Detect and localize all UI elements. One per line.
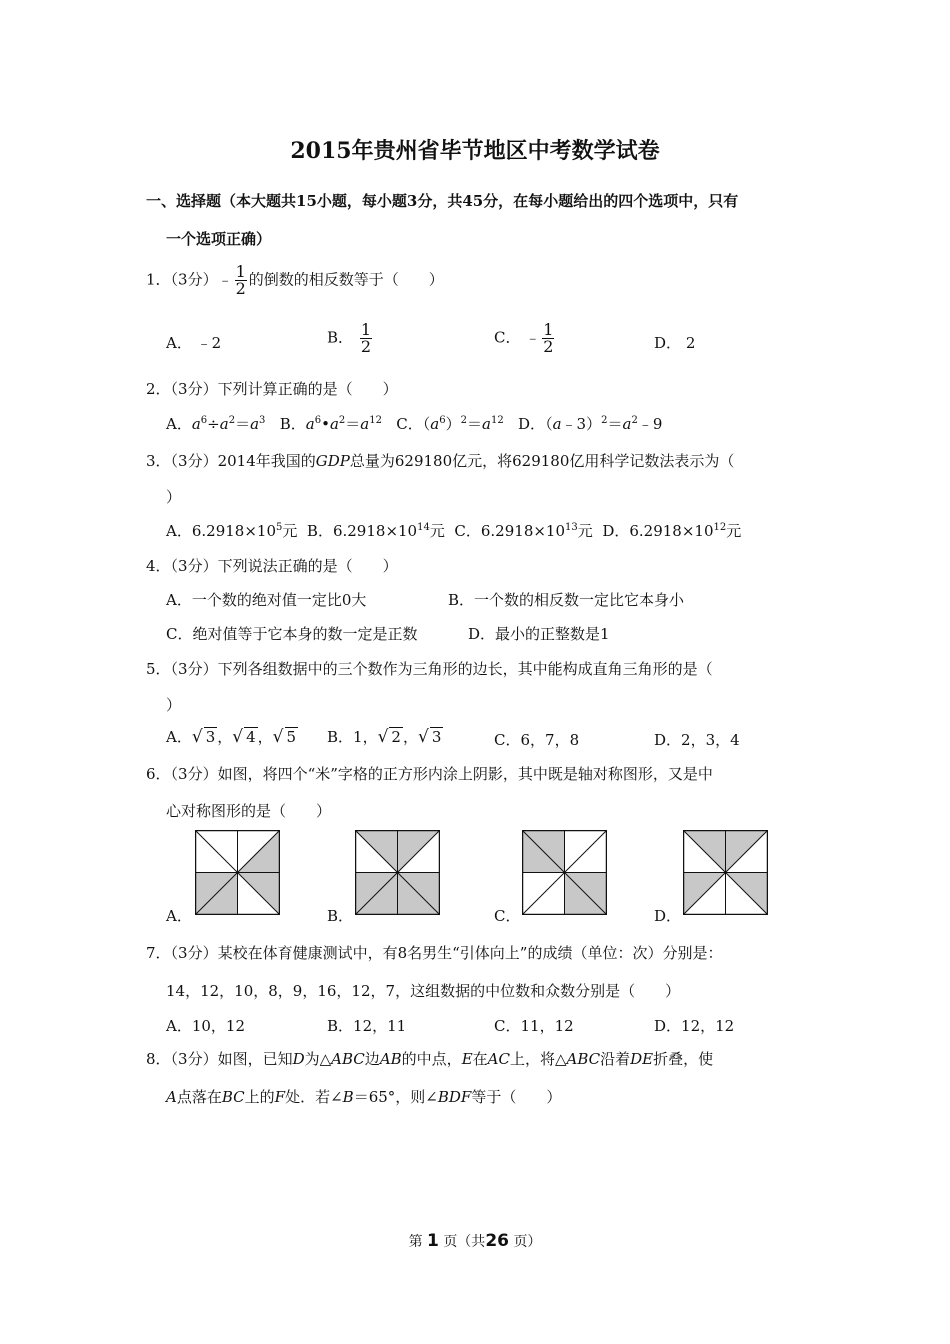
q6-option-c-label[interactable]: C． <box>494 907 521 925</box>
option-label: D． <box>654 334 682 352</box>
section-heading-cont: 一个选项正确） <box>166 230 272 248</box>
fraction <box>360 322 372 355</box>
option-label: C． <box>396 415 423 433</box>
option-label: B． <box>279 415 306 433</box>
option-value: ﹣2 <box>196 334 222 352</box>
question-3-cont: ） <box>166 488 182 506</box>
option-value: 2 <box>685 334 696 352</box>
q7-option-d[interactable]: D．12，12 <box>654 1017 735 1035</box>
q6-figure-b[interactable] <box>355 830 440 915</box>
question-text: 的倒数的相反数等于（ ） <box>248 270 444 289</box>
question-3: 3．（3分）2014年我国的GDP总量为629180亿元，将629180亿用科学记数法表示为（ <box>146 452 735 470</box>
question-text: （3分）如图，将四个“米”字格的正方形内涂上阴影，其中既是轴对称图形，又是中 <box>170 765 713 783</box>
minus-sign: ﹣ <box>217 270 233 289</box>
page-title: 2015年贵州省毕节地区中考数学试卷 <box>290 138 660 164</box>
q1-option-a[interactable] <box>166 332 221 353</box>
fraction-numerator: 1 <box>235 262 246 281</box>
question-6-cont: 心对称图形的是（ ） <box>166 802 332 820</box>
q7-option-b[interactable]: B．12，11 <box>327 1017 407 1035</box>
page-number: 1 <box>427 1231 439 1251</box>
page-footer: 第 1 页（共26 页） <box>408 1231 542 1251</box>
q7-option-a[interactable]: A．10，12 <box>166 1017 246 1035</box>
page-total: 26 <box>485 1231 509 1251</box>
fraction <box>235 264 247 297</box>
question-number: 7． <box>146 944 171 962</box>
q4-option-b[interactable]: B．一个数的相反数一定比它本身小 <box>448 591 685 609</box>
question-text: （3分）下列说法正确的是（ ） <box>170 557 398 575</box>
option-label: C． <box>494 328 521 347</box>
question-number: 2． <box>146 380 171 398</box>
q5-option-b[interactable]: B．1，√ 2 ，√ 3 <box>327 727 442 747</box>
q3-option-b[interactable]: B．$6.2918\times 10^{14}$元 <box>306 522 445 540</box>
fraction-denominator: 2 <box>235 279 246 298</box>
q6-option-a-label[interactable]: A． <box>166 907 192 925</box>
question-text: （3分）下列计算正确的是（ ） <box>170 380 398 398</box>
q5-option-d[interactable]: D．2，3，4 <box>654 731 740 749</box>
q2-option-b[interactable]: B．$a^6•a^2=a^{12}$ <box>279 415 382 433</box>
q6-option-b-label[interactable]: B． <box>327 907 354 925</box>
question-number: 3． <box>146 452 171 470</box>
option-label: D． <box>518 415 546 433</box>
question-text: （3分）下列各组数据中的三个数作为三角形的边长，其中能构成直角三角形的是（ <box>170 660 713 678</box>
q4-option-d[interactable]: D．最小的正整数是1 <box>468 625 610 643</box>
q1-option-d[interactable] <box>654 332 695 353</box>
fraction-numerator: 1 <box>543 320 554 339</box>
fraction <box>542 322 554 355</box>
question-8-cont: A点落在BC上的F处．若∠B＝65°，则∠BDF等于（ ） <box>166 1088 562 1106</box>
q2-option-d[interactable]: D．$(a﹣3)^2=a^2﹣9$ <box>518 415 663 433</box>
question-text: （3分）某校在体育健康测试中，有8名男生“引体向上”的成绩（单位：次）分别是： <box>170 944 723 962</box>
q1-option-b[interactable] <box>327 322 374 355</box>
question-4 <box>146 555 398 576</box>
q6-figure-a[interactable] <box>195 830 280 915</box>
question-number: 6． <box>146 765 171 783</box>
question-7-cont: 14，12，10，8，9，16，12，7，这组数据的中位数和众数分别是（ ） <box>166 982 681 1000</box>
question-number: 8． <box>146 1050 171 1068</box>
question-1 <box>146 264 444 297</box>
q6-figure-d[interactable] <box>683 830 768 915</box>
q2-option-a[interactable]: A．$a^6\div a^2=a^3$ <box>166 415 266 433</box>
q4-option-c[interactable]: C．绝对值等于它本身的数一定是正数 <box>166 625 418 643</box>
option-label: A． <box>166 334 192 352</box>
option-label: B． <box>327 328 354 347</box>
option-label: A． <box>166 415 192 433</box>
q6-option-d-label[interactable]: D． <box>654 907 682 925</box>
question-7 <box>146 942 722 963</box>
q3-option-a[interactable]: A．$6.2918\times 10^5$元 <box>166 522 298 540</box>
q3-option-c[interactable]: C．$6.2918\times 10^{13}$元 <box>454 522 593 540</box>
q5-option-c[interactable]: C．6，7，8 <box>494 731 580 749</box>
fraction-denominator: 2 <box>360 337 371 356</box>
q6-figure-c[interactable] <box>522 830 607 915</box>
question-8: 8．（3分）如图，已知D为△ABC边AB的中点，E在AC上，将△ABC沿着DE折叠，使 <box>146 1050 714 1068</box>
question-score: （3分） <box>170 270 218 289</box>
q7-option-c[interactable]: C．11，12 <box>494 1017 574 1035</box>
question-5 <box>146 658 713 679</box>
q4-option-a[interactable]: A．一个数的绝对值一定比0大 <box>166 591 367 609</box>
question-number: 5． <box>146 660 171 678</box>
question-2 <box>146 378 398 399</box>
question-number: 4． <box>146 557 171 575</box>
minus-sign: ﹣ <box>525 328 541 347</box>
question-6 <box>146 763 713 784</box>
question-number: 1． <box>146 270 171 289</box>
section-heading: 一、选择题（本大题共15小题，每小题3分，共45分，在每小题给出的四个选项中，只有 <box>146 192 739 210</box>
q5-option-a[interactable]: A．√ 3 ，√ 4 ，√ 5 <box>166 727 297 747</box>
q1-option-c[interactable] <box>494 322 556 355</box>
q2-options <box>166 413 662 434</box>
fraction-denominator: 2 <box>543 337 554 356</box>
question-5-cont: ） <box>166 696 182 714</box>
fraction-numerator: 1 <box>360 320 371 339</box>
q3-options <box>166 520 741 541</box>
q2-option-c[interactable]: C．$(a^6)^2=a^{12}$ <box>396 415 504 433</box>
q3-option-d[interactable]: D．$6.2918\times 10^{12}$元 <box>602 522 742 540</box>
